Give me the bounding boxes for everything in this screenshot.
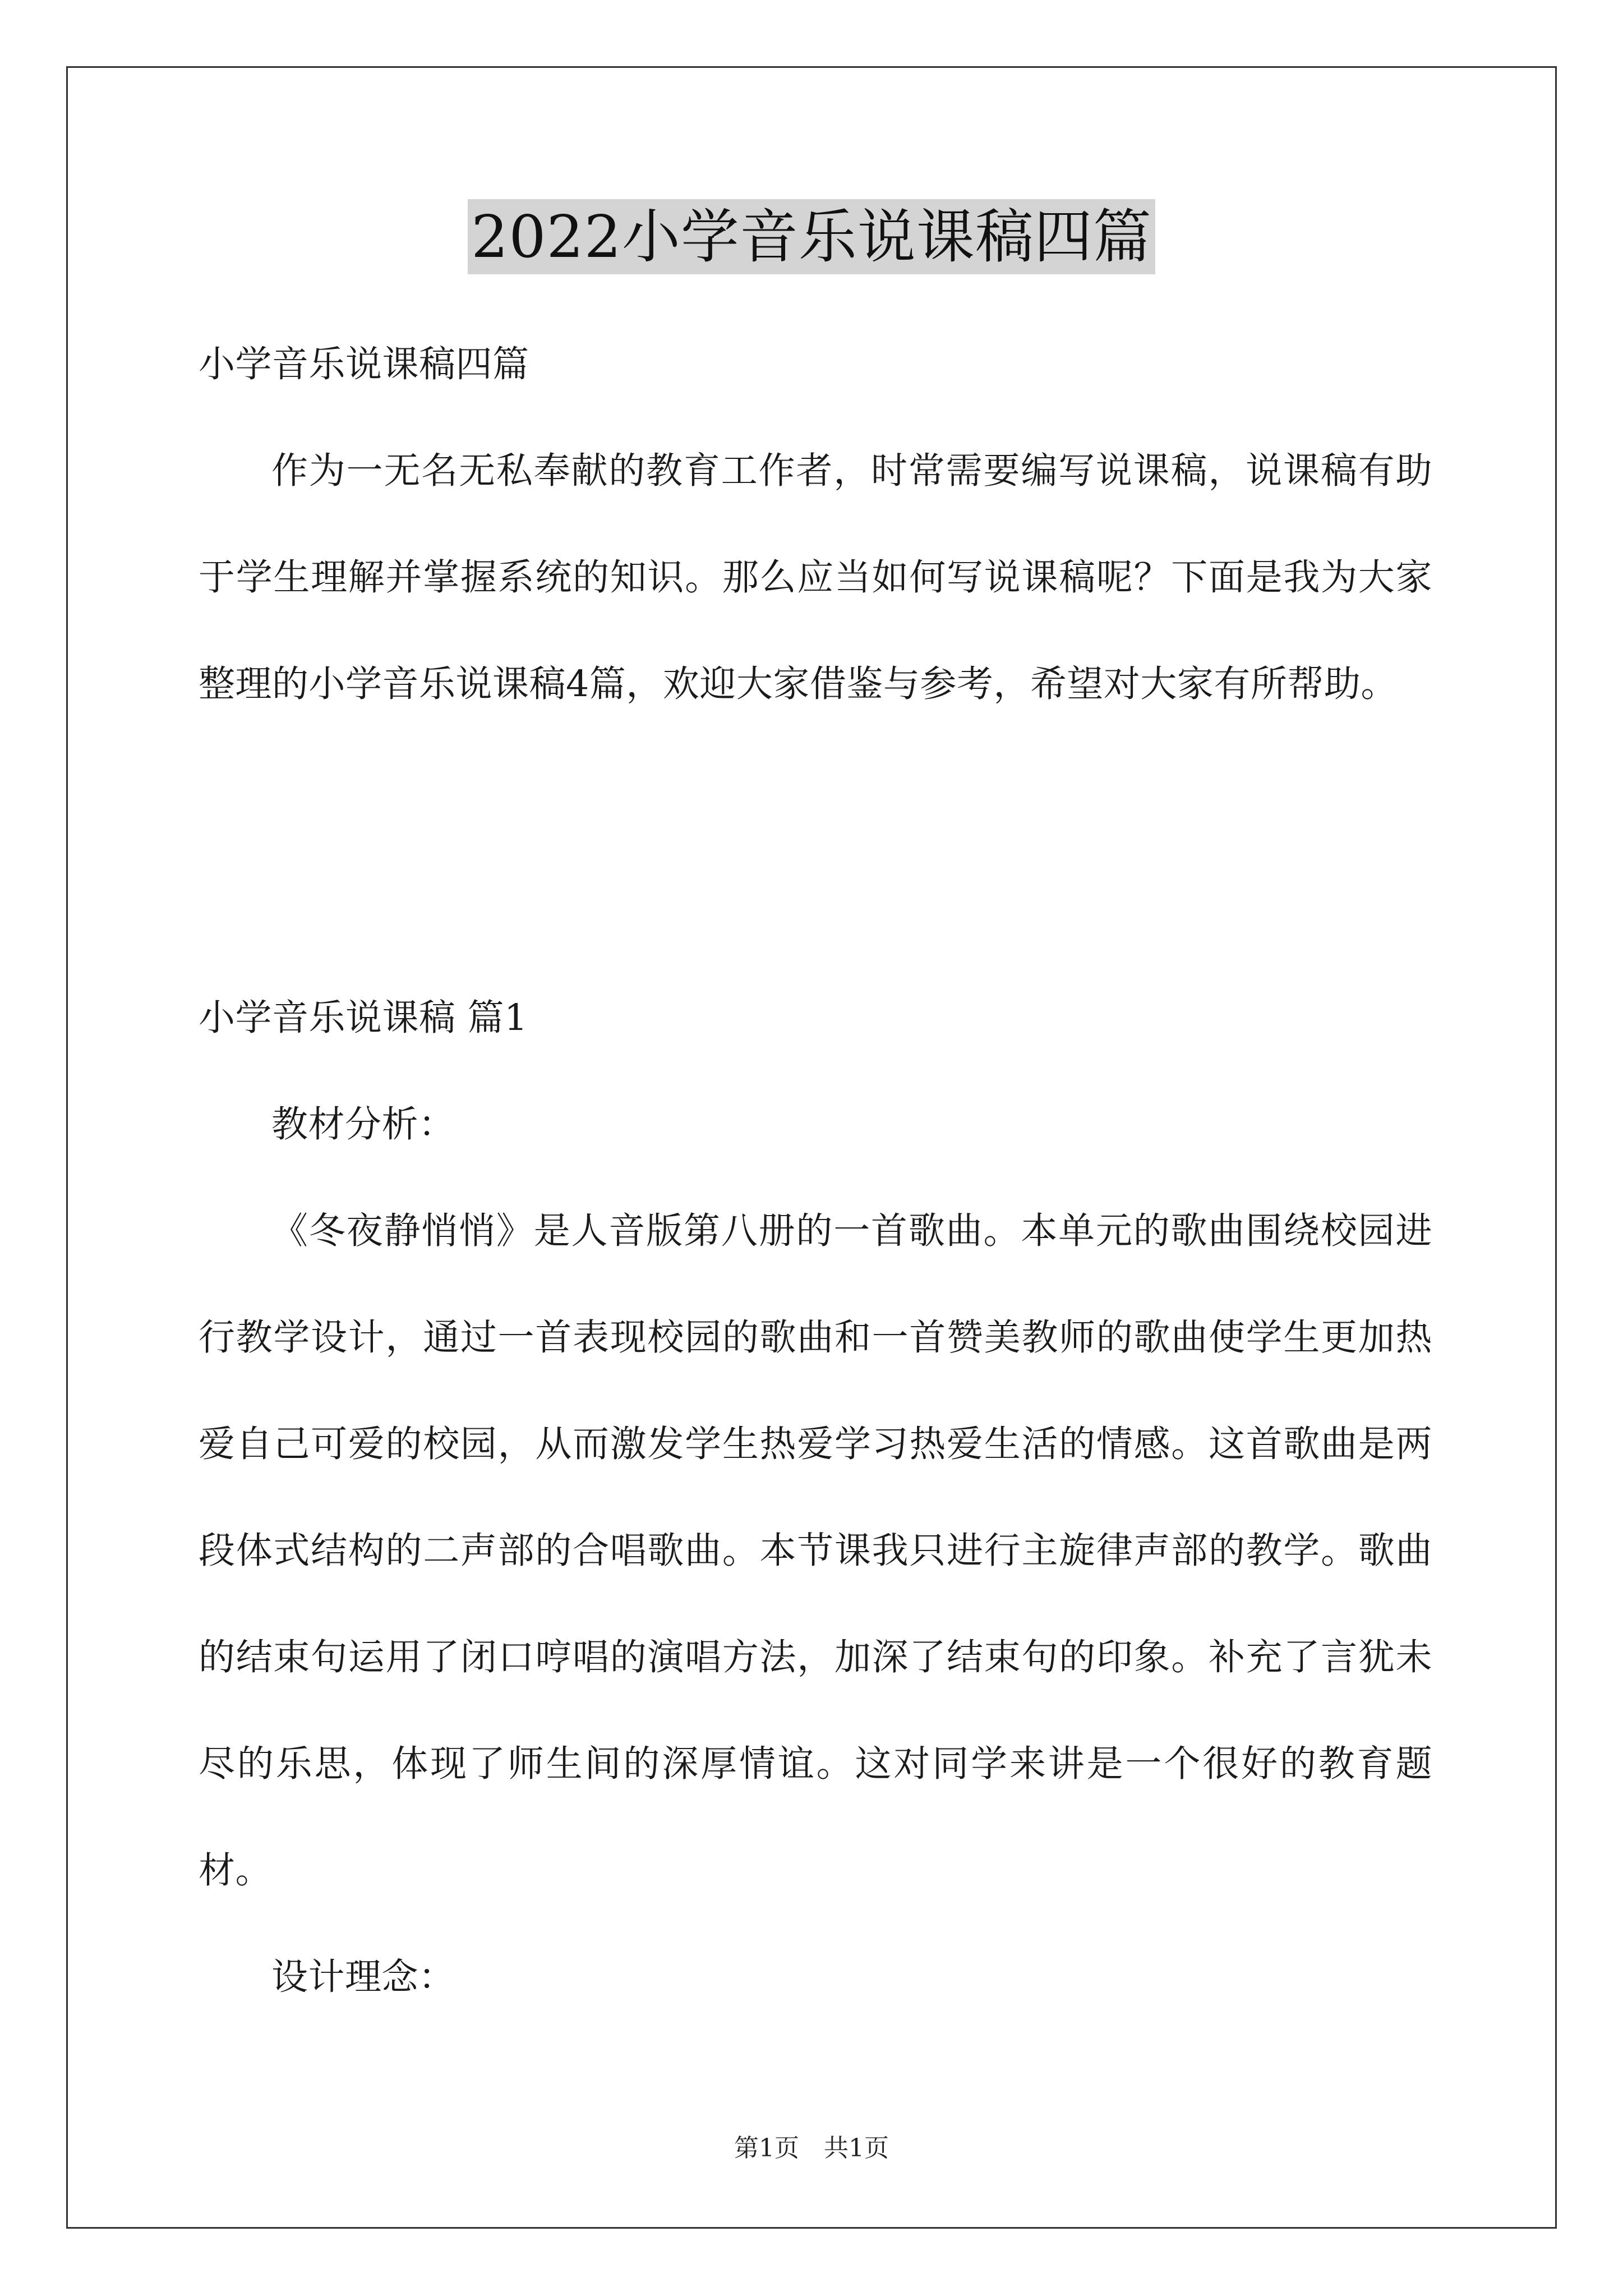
document-subtitle: 小学音乐说课稿四篇 bbox=[199, 343, 529, 385]
section1-heading: 小学音乐说课稿 篇1 bbox=[199, 997, 528, 1039]
subtitle-block bbox=[199, 311, 1432, 418]
intro-block bbox=[199, 418, 1432, 738]
document-title: 2022小学音乐说课稿四篇 bbox=[468, 199, 1155, 274]
page-footer: 第1页 共1页 bbox=[734, 2134, 889, 2162]
design-heading: 设计理念： bbox=[271, 1956, 455, 1998]
section1-block bbox=[199, 965, 1432, 2031]
title-container bbox=[0, 199, 1623, 274]
material-paragraph: 《冬夜静悄悄》是人音版第八册的一首歌曲。本单元的歌曲围绕校园进行教学设计，通过一首表现校园的歌曲和一首赞美教师的歌曲使学生更加热爱自己可爱的校园，从而激发学生热爱学习热爱生活的情感。这首歌曲是两段体式结构的二声部的合唱歌曲。本节课我只进行主旋律声部的教学。歌曲的结束句运用了闭口哼唱的演唱方法，加深了结束句的印象。补充了言犹未尽的乐思，体现了师生间的深厚情谊。这对同学来讲是一个很好的教育题材。 bbox=[199, 1210, 1432, 1892]
intro-paragraph: 作为一无名无私奉献的教育工作者，时常需要编写说课稿，说课稿有助于学生理解并掌握系统的知识。那么应当如何写说课稿呢？下面是我为大家整理的小学音乐说课稿4篇，欢迎大家借鉴与参考，希望对大家有所帮助。 bbox=[199, 450, 1432, 705]
material-heading: 教材分析： bbox=[271, 1103, 455, 1145]
